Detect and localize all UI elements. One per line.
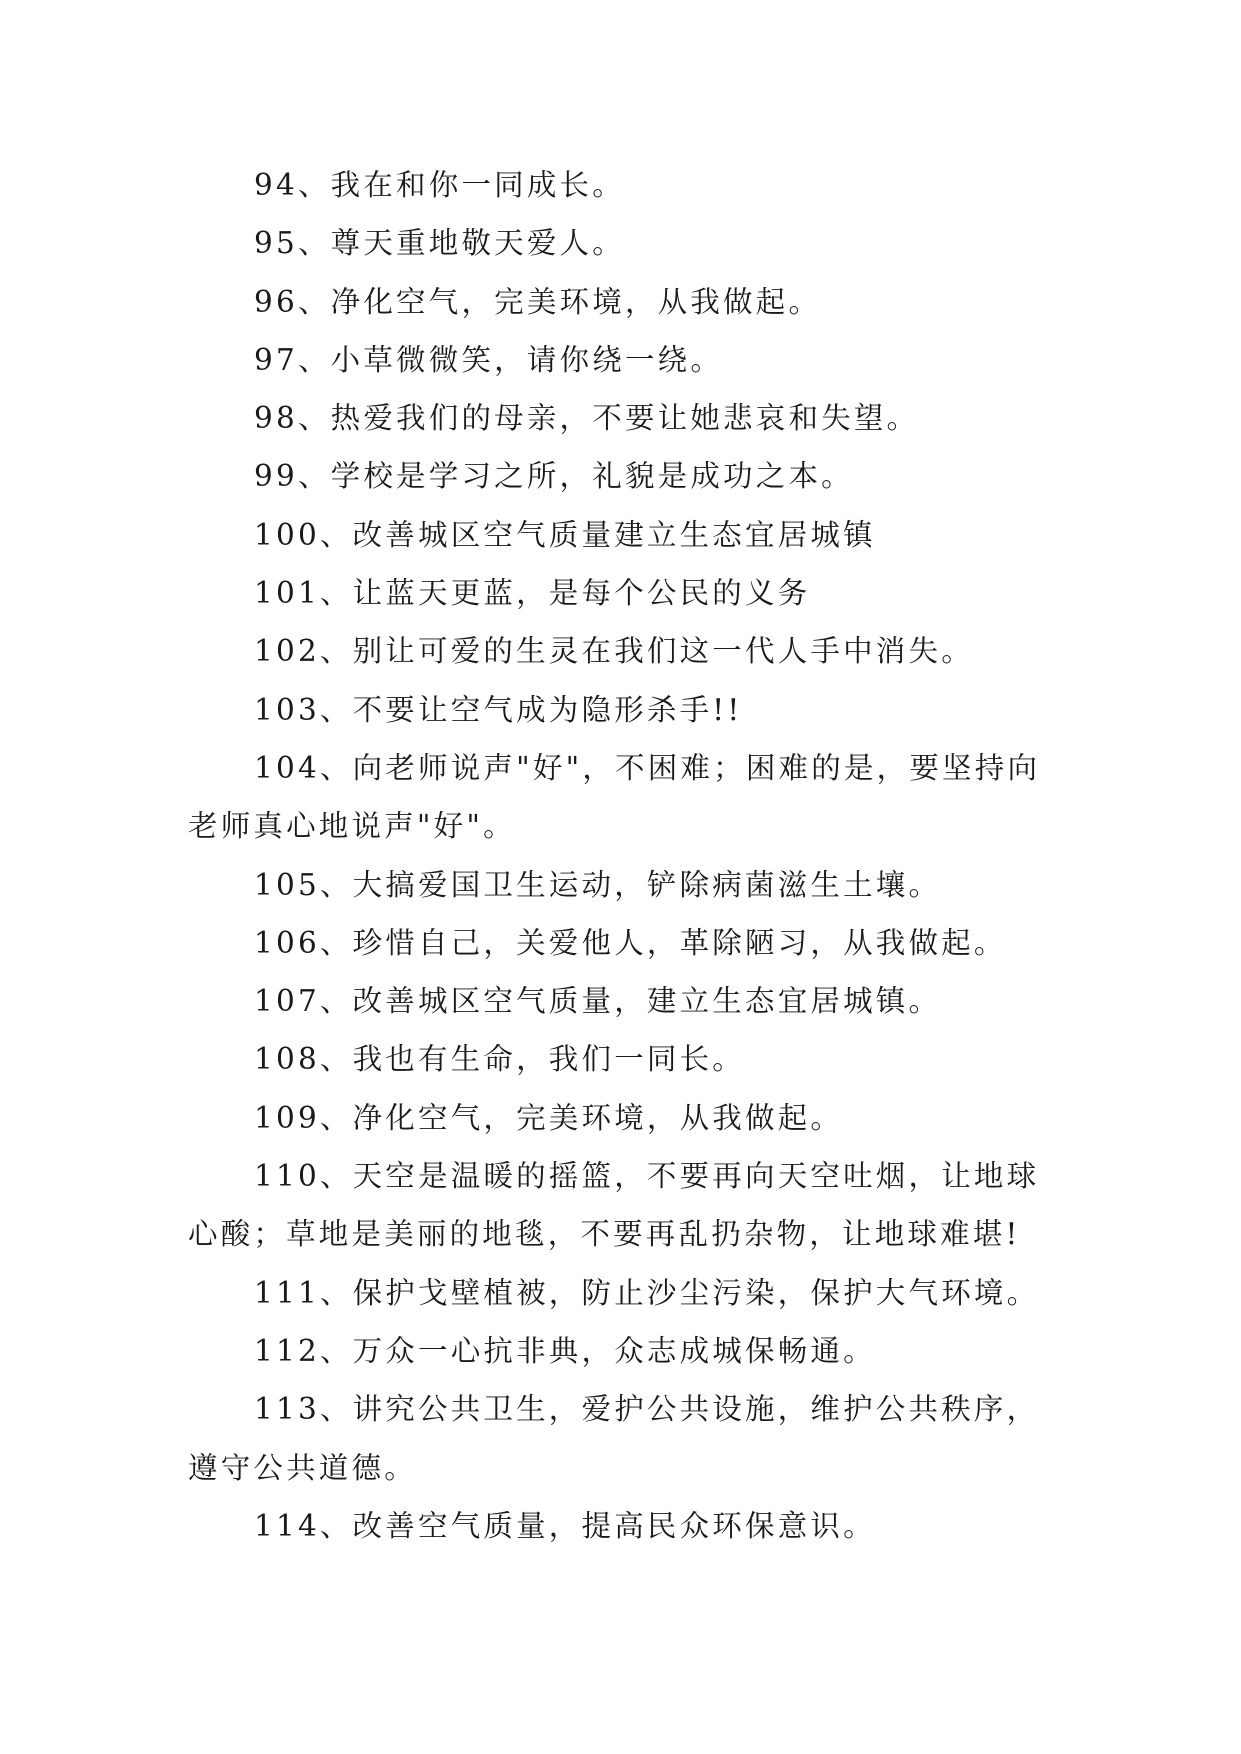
list-item: 111、保护戈壁植被，防止沙尘污染，保护大气环境。 [254, 1275, 1040, 1310]
list-item: 107、改善城区空气质量，建立生态宜居城镇。 [254, 984, 942, 1019]
list-item: 109、净化空气，完美环境，从我做起。 [254, 1100, 844, 1135]
list-item: 95、尊天重地敬天爱人。 [254, 226, 625, 261]
list-item: 112、万众一心抗非典，众志成城保畅通。 [254, 1333, 876, 1368]
list-item: 114、改善空气质量，提高民众环保意识。 [254, 1508, 876, 1543]
list-item: 108、我也有生命，我们一同长。 [254, 1042, 746, 1077]
list-item: 106、珍惜自己，关爱他人，革除陋习，从我做起。 [254, 925, 1007, 960]
list-item: 113、讲究公共卫生，爱护公共设施，维护公共秩序，遵守公共道德。 [188, 1392, 1040, 1485]
list-item: 96、净化空气，完美环境，从我做起。 [254, 284, 822, 319]
list-item: 104、向老师说声"好"，不困难；困难的是，要坚持向老师真心地说声"好"。 [188, 750, 1041, 844]
list-item: 102、别让可爱的生灵在我们这一代人手中消失。 [254, 634, 974, 669]
list-item: 94、我在和你一同成长。 [254, 168, 625, 202]
slogan-list [188, 156, 1060, 1555]
list-item: 97、小草微微笑，请你绕一绕。 [254, 342, 724, 377]
list-item: 110、天空是温暖的摇篮，不要再向天空吐烟，让地球心酸；草地是美丽的地毯，不要再乱扔杂物，让地球难堪! [188, 1159, 1040, 1252]
list-item: 100、改善城区空气质量建立生态宜居城镇 [254, 517, 876, 552]
list-item: 105、大搞爱国卫生运动，铲除病菌滋生土壤。 [254, 867, 942, 902]
list-item: 98、热爱我们的母亲，不要让她悲哀和失望。 [254, 401, 920, 436]
list-item: 101、让蓝天更蓝，是每个公民的义务 [254, 576, 811, 611]
list-item: 103、不要让空气成为隐形杀手!! [254, 692, 743, 727]
list-item: 99、学校是学习之所，礼貌是成功之本。 [254, 459, 854, 494]
